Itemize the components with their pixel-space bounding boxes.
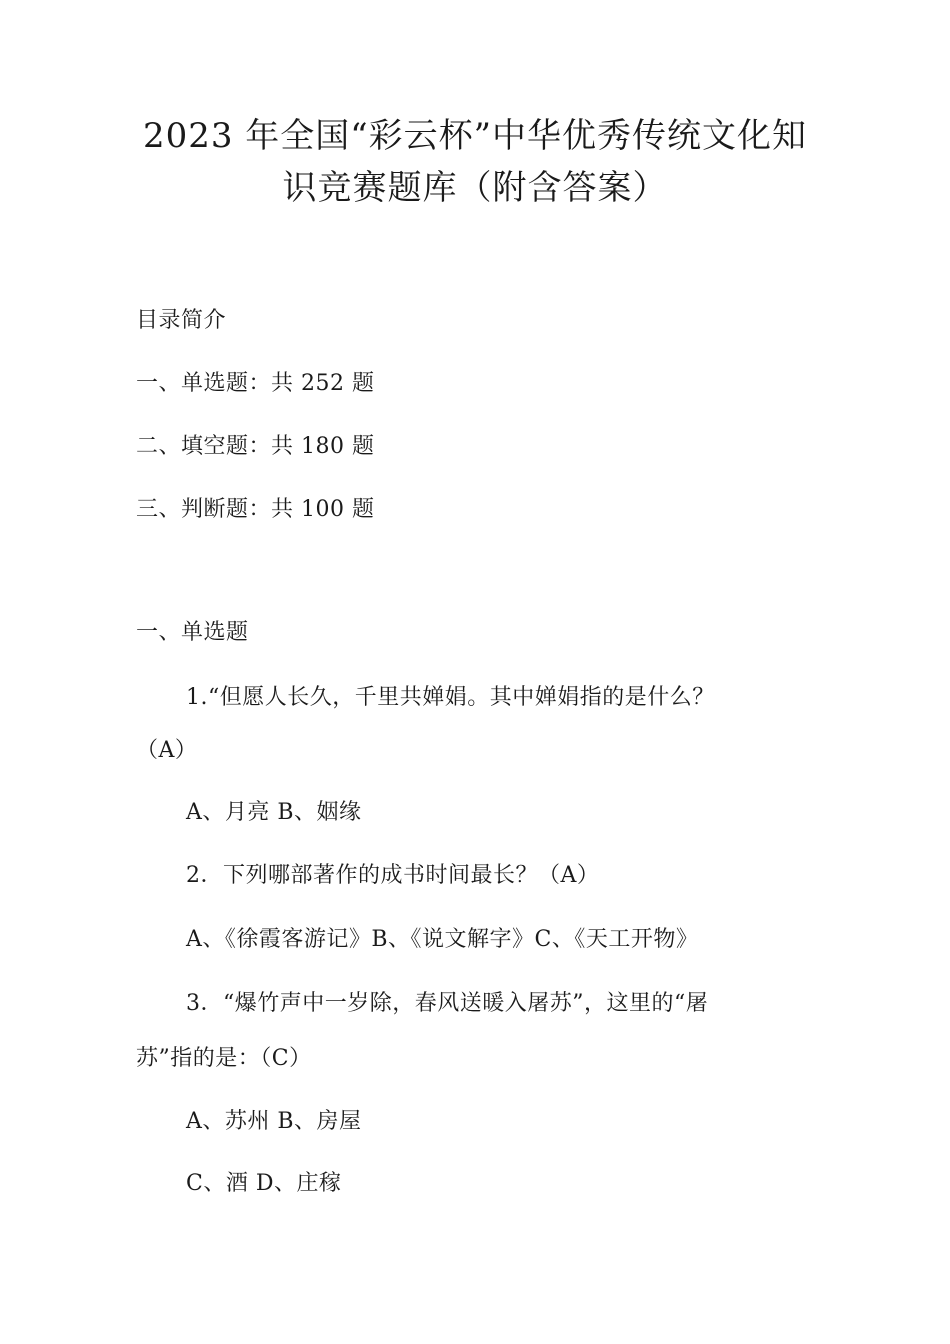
question-1-text: 1.“但愿人长久，千里共婵娟。其中婵娟指的是什么？ (186, 685, 715, 710)
toc-item-fill-blank: 二、填空题：共 180 题 (136, 434, 375, 459)
question-2-text: 2．下列哪部著作的成书时间最长？（A） (186, 863, 600, 888)
toc-item-single-choice: 一、单选题：共 252 题 (136, 371, 375, 396)
question-3-options-cd: C、酒 D、庄稼 (186, 1171, 342, 1196)
document-title-line-2: 识竞赛题库（附含答案） (282, 168, 668, 208)
toc-item-true-false: 三、判断题：共 100 题 (136, 497, 375, 522)
toc-heading: 目录简介 (136, 308, 227, 333)
question-1-options: A、月亮 B、姻缘 (186, 800, 362, 825)
section-heading-single-choice: 一、单选题 (136, 620, 249, 645)
question-3-options-ab: A、苏州 B、房屋 (186, 1109, 362, 1134)
question-3-text-continued: 苏”指的是：（C） (136, 1046, 312, 1071)
question-2-options: A、《徐霞客游记》B、《说文解字》C、《天工开物》 (186, 927, 699, 952)
question-1-answer: （A） (136, 738, 198, 763)
document-title-line-1: 2023 年全国“彩云杯”中华优秀传统文化知 (142, 116, 808, 156)
question-3-text: 3．“爆竹声中一岁除，春风送暖入屠苏”，这里的“屠 (186, 991, 709, 1016)
